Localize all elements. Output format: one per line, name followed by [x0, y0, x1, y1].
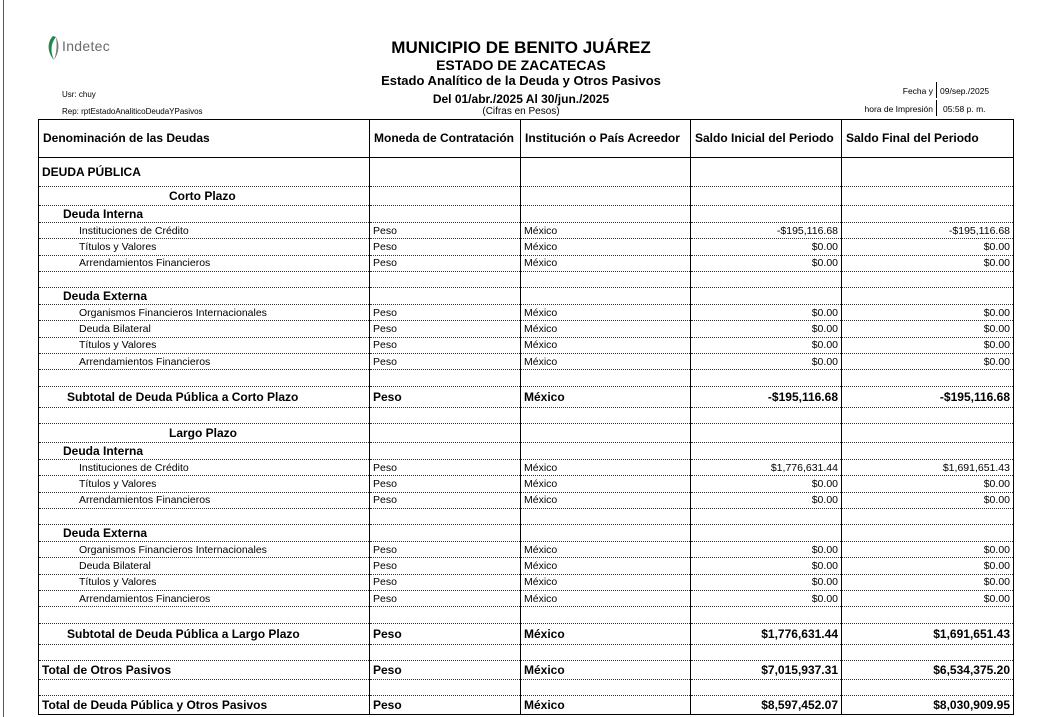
cell-saldo-final: $1,691,651.43 [842, 459, 1014, 475]
cell-moneda [370, 644, 521, 660]
cell-moneda: Peso [370, 459, 521, 475]
cell-moneda [370, 508, 521, 524]
cell-saldo-final [842, 679, 1014, 695]
cell-moneda: Peso [370, 591, 521, 607]
page-title: MUNICIPIO DE BENITO JUÁREZ [391, 38, 651, 57]
table-row-item [39, 459, 1014, 475]
cell-denominacion: Arrendamientos Financieros [39, 591, 370, 607]
cell-moneda: Peso [370, 354, 521, 370]
cell-saldo-inicial: $0.00 [691, 321, 842, 337]
table-row-blank [39, 271, 1014, 287]
cell-institucion [521, 187, 691, 206]
cell-saldo-inicial [691, 158, 842, 187]
cell-saldo-final [842, 644, 1014, 660]
cell-saldo-final: $0.00 [842, 542, 1014, 558]
cell-denominacion: Instituciones de Crédito [39, 459, 370, 475]
column-header: Institución o País Acreedor [521, 120, 691, 158]
cell-moneda [370, 271, 521, 287]
table-row-blank [39, 508, 1014, 524]
cell-institucion: México [521, 558, 691, 574]
cell-denominacion: Deuda Interna [39, 442, 370, 459]
cell-moneda [370, 423, 521, 442]
cell-moneda: Peso [370, 492, 521, 508]
cell-saldo-final: $1,691,651.43 [842, 623, 1014, 644]
cell-saldo-final: -$195,116.68 [842, 386, 1014, 407]
table-row-item [39, 542, 1014, 558]
cell-institucion: México [521, 476, 691, 492]
cell-denominacion [39, 370, 370, 386]
cell-denominacion: Total de Deuda Pública y Otros Pasivos [39, 696, 370, 715]
cell-saldo-inicial [691, 206, 842, 223]
cell-saldo-final [842, 508, 1014, 524]
table-row-group [39, 525, 1014, 542]
cell-institucion: México [521, 223, 691, 239]
cell-institucion: México [521, 623, 691, 644]
cell-saldo-final: $0.00 [842, 321, 1014, 337]
cell-moneda [370, 187, 521, 206]
table-row-item [39, 591, 1014, 607]
cell-moneda: Peso [370, 305, 521, 321]
cell-institucion: México [521, 321, 691, 337]
table-row-sub [39, 386, 1014, 407]
cell-saldo-final: $0.00 [842, 591, 1014, 607]
logo-text: Indetec [62, 38, 111, 54]
print-time-value: 05:58 p. m. [943, 104, 986, 114]
cell-denominacion: Subtotal de Deuda Pública a Corto Plazo [39, 386, 370, 407]
cell-saldo-final: $0.00 [842, 558, 1014, 574]
table-row-item [39, 354, 1014, 370]
cell-moneda [370, 288, 521, 305]
table-row-item [39, 321, 1014, 337]
cell-saldo-inicial [691, 187, 842, 206]
column-header: Denominación de las Deudas [39, 120, 370, 158]
cell-saldo-inicial [691, 607, 842, 623]
table-row-blank [39, 607, 1014, 623]
cell-institucion [521, 423, 691, 442]
cell-saldo-final: $0.00 [842, 354, 1014, 370]
cell-institucion [521, 442, 691, 459]
cell-institucion [521, 644, 691, 660]
cell-saldo-inicial: $7,015,937.31 [691, 660, 842, 679]
cell-denominacion: Títulos y Valores [39, 574, 370, 590]
cell-denominacion: Arrendamientos Financieros [39, 255, 370, 271]
cell-saldo-final: $0.00 [842, 255, 1014, 271]
column-header: Saldo Final del Periodo [842, 120, 1014, 158]
cell-institucion [521, 288, 691, 305]
table-row-item [39, 574, 1014, 590]
table-row-section [39, 158, 1014, 187]
cell-institucion: México [521, 337, 691, 353]
cell-institucion: México [521, 660, 691, 679]
cell-saldo-final: $0.00 [842, 476, 1014, 492]
cell-moneda: Peso [370, 574, 521, 590]
cell-denominacion: Títulos y Valores [39, 239, 370, 255]
cell-moneda: Peso [370, 558, 521, 574]
cell-saldo-inicial: $0.00 [691, 255, 842, 271]
cell-institucion: México [521, 255, 691, 271]
cell-denominacion: Arrendamientos Financieros [39, 354, 370, 370]
cell-saldo-inicial [691, 271, 842, 287]
cell-institucion: México [521, 542, 691, 558]
report-id-label: Rep: rptEstadoAnaliticoDeudaYPasivos [62, 107, 203, 116]
table-row-item [39, 492, 1014, 508]
cell-denominacion [39, 407, 370, 423]
table-row-item [39, 337, 1014, 353]
cell-saldo-final: $0.00 [842, 305, 1014, 321]
table-row-plazo [39, 423, 1014, 442]
cell-saldo-final [842, 158, 1014, 187]
cell-denominacion: Largo Plazo [39, 423, 370, 442]
cell-saldo-inicial [691, 644, 842, 660]
cell-moneda: Peso [370, 476, 521, 492]
cell-moneda: Peso [370, 660, 521, 679]
cell-saldo-final [842, 525, 1014, 542]
cell-saldo-inicial [691, 288, 842, 305]
cell-saldo-inicial: $0.00 [691, 492, 842, 508]
cell-saldo-final [842, 288, 1014, 305]
cell-saldo-inicial: -$195,116.68 [691, 386, 842, 407]
cell-institucion [521, 370, 691, 386]
cell-denominacion [39, 607, 370, 623]
cell-denominacion: Títulos y Valores [39, 337, 370, 353]
cell-institucion: México [521, 459, 691, 475]
cell-institucion [521, 206, 691, 223]
divider [936, 100, 937, 116]
cell-saldo-inicial: $0.00 [691, 337, 842, 353]
debt-table [38, 119, 1014, 715]
table-row-item [39, 223, 1014, 239]
table-row-item [39, 476, 1014, 492]
cell-saldo-final: $8,030,909.95 [842, 696, 1014, 715]
cell-saldo-inicial: $0.00 [691, 574, 842, 590]
cell-saldo-inicial: $0.00 [691, 542, 842, 558]
period-label: Del 01/abr./2025 Al 30/jun./2025 [432, 92, 610, 106]
cell-saldo-inicial: $0.00 [691, 476, 842, 492]
cell-institucion [521, 508, 691, 524]
cell-institucion [521, 525, 691, 542]
cell-denominacion: Corto Plazo [39, 187, 370, 206]
cell-denominacion: Organismos Financieros Internacionales [39, 542, 370, 558]
table-row-item [39, 255, 1014, 271]
cell-denominacion: Arrendamientos Financieros [39, 492, 370, 508]
cell-saldo-final [842, 271, 1014, 287]
cell-saldo-inicial: $0.00 [691, 558, 842, 574]
cell-saldo-final: $6,534,375.20 [842, 660, 1014, 679]
cell-institucion: México [521, 574, 691, 590]
table-row-total [39, 696, 1014, 715]
cell-moneda [370, 679, 521, 695]
cell-denominacion: Deuda Externa [39, 525, 370, 542]
cell-saldo-inicial: $0.00 [691, 354, 842, 370]
table-row-item [39, 239, 1014, 255]
print-time-label: hora de Impresión [864, 104, 933, 114]
cell-denominacion [39, 644, 370, 660]
cell-institucion [521, 407, 691, 423]
cell-saldo-inicial: $1,776,631.44 [691, 459, 842, 475]
cell-saldo-inicial: $1,776,631.44 [691, 623, 842, 644]
cell-moneda [370, 607, 521, 623]
cell-denominacion: Deuda Bilateral [39, 321, 370, 337]
cell-denominacion: Títulos y Valores [39, 476, 370, 492]
cell-moneda [370, 442, 521, 459]
cell-moneda: Peso [370, 386, 521, 407]
cell-moneda: Peso [370, 542, 521, 558]
print-date-label: Fecha y [902, 86, 933, 96]
cell-institucion: México [521, 239, 691, 255]
print-date-value: 09/sep./2025 [940, 86, 990, 96]
table-row-plazo [39, 187, 1014, 206]
cell-moneda [370, 525, 521, 542]
cell-moneda: Peso [370, 623, 521, 644]
cell-denominacion: DEUDA PÚBLICA [39, 158, 370, 187]
cell-denominacion [39, 508, 370, 524]
table-row-item [39, 305, 1014, 321]
state-title: ESTADO DE ZACATECAS [436, 57, 606, 73]
cell-moneda [370, 370, 521, 386]
cell-saldo-inicial [691, 508, 842, 524]
cell-saldo-final: $0.00 [842, 239, 1014, 255]
divider [936, 82, 937, 98]
cell-saldo-final [842, 607, 1014, 623]
cell-saldo-inicial [691, 679, 842, 695]
user-label: Usr: chuy [62, 90, 96, 99]
cell-denominacion [39, 679, 370, 695]
cell-saldo-inicial: -$195,116.68 [691, 223, 842, 239]
cell-saldo-final: -$195,116.68 [842, 223, 1014, 239]
cell-saldo-inicial: $0.00 [691, 239, 842, 255]
cell-saldo-inicial: $0.00 [691, 305, 842, 321]
cell-institucion: México [521, 354, 691, 370]
cell-denominacion: Instituciones de Crédito [39, 223, 370, 239]
cell-institucion: México [521, 386, 691, 407]
cell-institucion: México [521, 696, 691, 715]
cell-institucion: México [521, 591, 691, 607]
cell-institucion: México [521, 492, 691, 508]
cell-institucion [521, 607, 691, 623]
cell-saldo-inicial [691, 442, 842, 459]
cell-moneda: Peso [370, 696, 521, 715]
cell-moneda: Peso [370, 337, 521, 353]
cell-institucion [521, 158, 691, 187]
cell-saldo-final: $0.00 [842, 337, 1014, 353]
cell-saldo-inicial [691, 525, 842, 542]
cell-saldo-final [842, 370, 1014, 386]
table-row-blank [39, 679, 1014, 695]
units-label: (Cifras en Pesos) [482, 106, 560, 117]
cell-saldo-final [842, 423, 1014, 442]
cell-saldo-final: $0.00 [842, 492, 1014, 508]
cell-moneda: Peso [370, 321, 521, 337]
cell-institucion [521, 271, 691, 287]
cell-saldo-final [842, 442, 1014, 459]
cell-saldo-final [842, 187, 1014, 206]
cell-saldo-final: $0.00 [842, 574, 1014, 590]
cell-saldo-inicial: $0.00 [691, 591, 842, 607]
cell-denominacion: Organismos Financieros Internacionales [39, 305, 370, 321]
cell-denominacion: Subtotal de Deuda Pública a Largo Plazo [39, 623, 370, 644]
table-row-total [39, 660, 1014, 679]
cell-denominacion: Deuda Bilateral [39, 558, 370, 574]
table-header-row [39, 120, 1014, 158]
cell-moneda [370, 206, 521, 223]
cell-saldo-inicial [691, 370, 842, 386]
table-row-group [39, 206, 1014, 223]
cell-saldo-final [842, 206, 1014, 223]
column-header: Moneda de Contratación [370, 120, 521, 158]
cell-saldo-inicial [691, 423, 842, 442]
cell-moneda: Peso [370, 239, 521, 255]
table-row-sub [39, 623, 1014, 644]
report-title: Estado Analítico de la Deuda y Otros Pasivos [381, 73, 661, 88]
table-row-group [39, 288, 1014, 305]
cell-denominacion: Deuda Externa [39, 288, 370, 305]
table-row-blank [39, 407, 1014, 423]
cell-denominacion [39, 271, 370, 287]
cell-moneda [370, 407, 521, 423]
cell-institucion [521, 679, 691, 695]
cell-denominacion: Total de Otros Pasivos [39, 660, 370, 679]
cell-saldo-final [842, 407, 1014, 423]
table-row-blank [39, 644, 1014, 660]
table-row-group [39, 442, 1014, 459]
cell-denominacion: Deuda Interna [39, 206, 370, 223]
column-header: Saldo Inicial del Periodo [691, 120, 842, 158]
table-row-item [39, 558, 1014, 574]
cell-institucion: México [521, 305, 691, 321]
cell-saldo-inicial: $8,597,452.07 [691, 696, 842, 715]
cell-moneda [370, 158, 521, 187]
cell-saldo-inicial [691, 407, 842, 423]
cell-moneda: Peso [370, 223, 521, 239]
cell-moneda: Peso [370, 255, 521, 271]
table-row-blank [39, 370, 1014, 386]
